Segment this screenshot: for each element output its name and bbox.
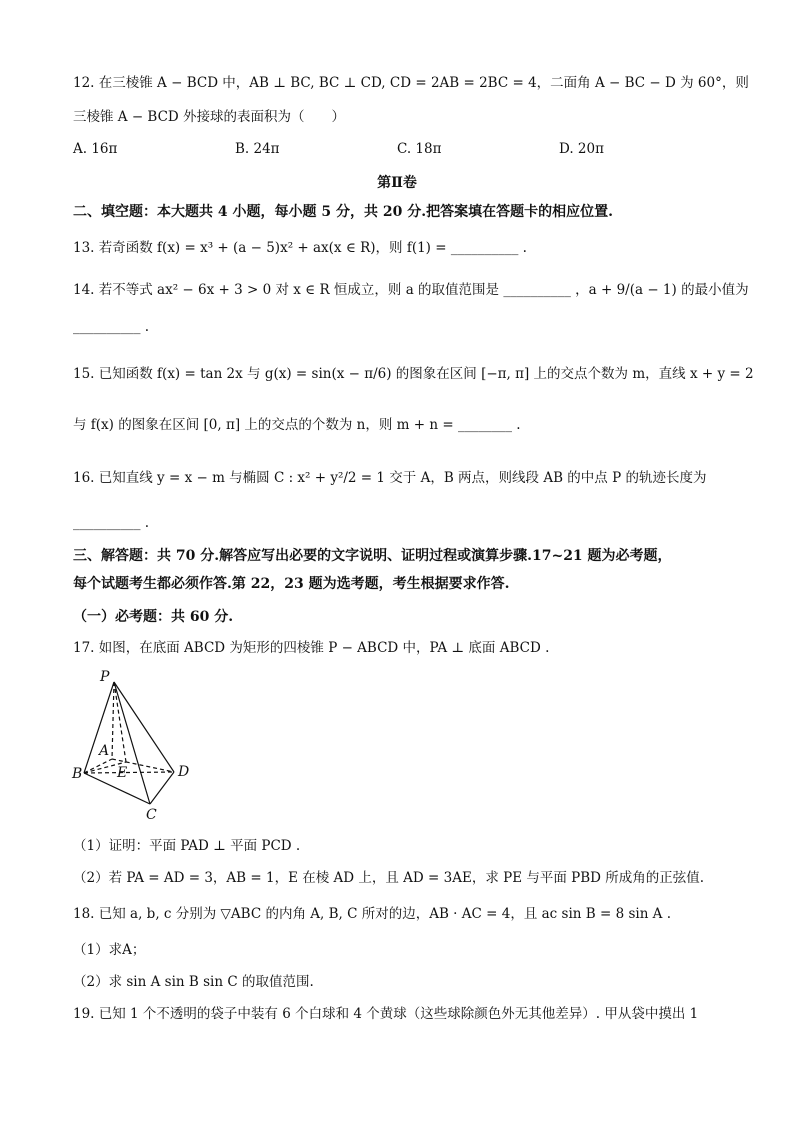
edge-bd xyxy=(84,772,174,773)
section3-heading-line1: 三、解答题：共 70 分.解答应写出必要的文字说明、证明过程或演算步骤.17~21 题为必考题， xyxy=(73,548,672,564)
q15-line2: 与 f(x) 的图象在区间 [0, π] 上的交点的个数为 n，则 m + n = ________ . xyxy=(73,417,521,433)
q16-line2: __________ . xyxy=(73,515,150,531)
q15-line1: 15. 已知函数 f(x) = tan 2x 与 g(x) = sin(x − π/6) 的图象在区间 [−π, π] 上的交点个数为 m，直线 x + y = 2 xyxy=(73,366,754,382)
q14-line1: 14. 若不等式 ax² − 6x + 3 > 0 对 x ∈ R 恒成立，则 a 的取值范围是 __________ ，a + 9/(a − 1) 的最小值为 xyxy=(73,282,749,298)
q12-line1: 12. 在三棱锥 A − BCD 中，AB ⊥ BC, BC ⊥ CD, CD = 2AB = 2BC = 4，二面角 A − BC − D 为 60°，则 xyxy=(73,75,749,91)
q12-option-b: B. 24π xyxy=(235,141,280,157)
q12-option-a: A. 16π xyxy=(73,141,118,157)
q17-stem: 17. 如图，在底面 ABCD 为矩形的四棱锥 P − ABCD 中，PA ⊥ 底面 ABCD . xyxy=(73,640,550,656)
label-c: C xyxy=(146,807,157,823)
edge-pb xyxy=(84,682,114,773)
edge-cd xyxy=(150,772,174,804)
q19-line1: 19. 已知 1 个不透明的袋子中装有 6 个白球和 4 个黄球（这些球除颜色外无其他差异）. 甲从袋中摸出 1 xyxy=(73,1006,699,1022)
label-e: E xyxy=(117,765,128,781)
label-p: P xyxy=(100,669,110,685)
label-b: B xyxy=(72,766,83,782)
section3-heading-line2: 每个试题考生都必须作答.第 22，23 题为选考题，考生根据要求作答. xyxy=(73,576,510,592)
q18-stem: 18. 已知 a, b, c 分别为 ▽ABC 的内角 A, B, C 所对的边，AB · AC = 4，且 ac sin B = 8 sin A . xyxy=(73,906,672,922)
edge-pd xyxy=(114,682,174,772)
section2-title: 第Ⅱ卷 xyxy=(377,175,417,191)
q18-part2: （2）求 sin A sin B sin C 的取值范围. xyxy=(73,974,314,990)
q13-text: 13. 若奇函数 f(x) = x³ + (a − 5)x² + ax(x ∈ R)，则 f(1) = __________ . xyxy=(73,240,527,256)
edge-pa xyxy=(112,682,114,759)
section3-subheading: （一）必考题：共 60 分. xyxy=(73,609,234,625)
edge-pc xyxy=(114,682,150,804)
edge-pe xyxy=(114,682,126,762)
q12-line2: 三棱锥 A − BCD 外接球的表面积为（ ） xyxy=(73,109,346,125)
q16-line1: 16. 已知直线 y = x − m 与椭圆 C : x² + y²/2 = 1 交于 A，B 两点，则线段 AB 的中点 P 的轨迹长度为 xyxy=(73,470,707,486)
label-d: D xyxy=(178,764,190,780)
section2-heading: 二、填空题：本大题共 4 小题，每小题 5 分，共 20 分.把答案填在答题卡的相应位置. xyxy=(73,204,613,220)
q17-part1: （1）证明：平面 PAD ⊥ 平面 PCD . xyxy=(73,838,301,854)
q12-option-d: D. 20π xyxy=(559,141,604,157)
q12-option-c: C. 18π xyxy=(397,141,442,157)
label-a: A xyxy=(99,743,110,759)
q18-part1: （1）求A； xyxy=(73,942,146,958)
q14-line2: __________ . xyxy=(73,319,150,335)
pyramid-figure xyxy=(70,668,200,828)
q17-part2: （2）若 PA = AD = 3，AB = 1，E 在棱 AD 上，且 AD = 3AE，求 PE 与平面 PBD 所成角的正弦值. xyxy=(73,870,705,886)
